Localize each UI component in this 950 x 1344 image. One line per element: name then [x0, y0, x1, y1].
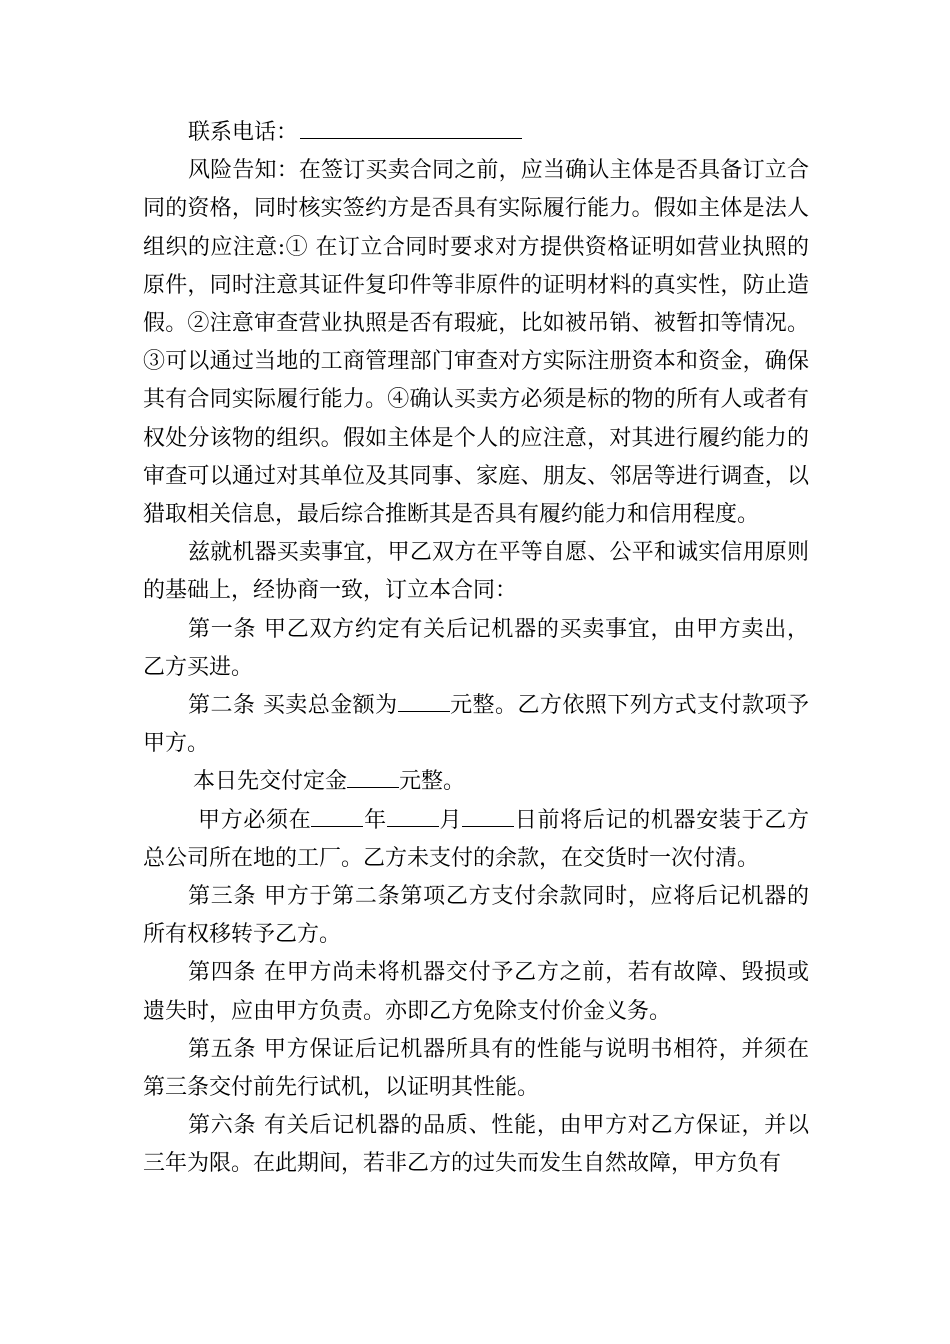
article-1-paragraph: 第一条 甲乙双方约定有关后记机器的买卖事宜，由甲方卖出，乙方买进。: [143, 616, 809, 680]
article-4-paragraph: 第四条 在甲方尚未将机器交付予乙方之前，若有故障、毁损或遗失时，应由甲方负责。亦即乙方免除支付价金义务。: [143, 960, 809, 1024]
contact-label: 联系电话：: [188, 120, 299, 145]
article-6-paragraph: 第六条 有关后记机器的品质、性能，由甲方对乙方保证，并以三年为限。在此期间，若非乙方的过失而发生自然故障，甲方负有: [143, 1113, 809, 1177]
risk-notice-paragraph: 风险告知：在签订买卖合同之前，应当确认主体是否具备订立合同的资格，同时核实签约方是否具有实际履行能力。假如主体是法人组织的应注意:① 在订立合同时要求对方提供资格证明如营业执照的原件，同时注意其证件复印件等非原件的证明材料的真实性，防止造假。②注意审查营业执照是否有瑕疵，比如被吊销、被暂扣等情况。③可以通过当地的工商管理部门审查对方实际注册资本和资金，确保其有合同实际履行能力。④确认买卖方必须是标的物的所有人或者有权处分该物的组织。假如主体是个人的应注意，对其进行履约能力的审查可以通过对其单位及其同事、家庭、朋友、邻居等进行调查，以猎取相关信息，最后综合推断其是否具有履约能力和信用程度。: [143, 158, 809, 528]
install-text-after: 日前将后记的机器安装于乙方总公司所在地的工厂。乙方未支付的余款，在交货时一次付清。: [143, 807, 809, 871]
contact-line: [143, 114, 809, 152]
article-5-paragraph: 第五条 甲方保证后记机器所具有的性能与说明书相符，并须在第三条交付前先行试机，以证明其性能。: [143, 1036, 809, 1101]
preamble-paragraph: 兹就机器买卖事宜，甲乙双方在平等自愿、公平和诚实信用原则的基础上，经协商一致，订立本合同：: [143, 540, 809, 604]
install-text-before: 甲方必须在: [198, 807, 312, 833]
deposit-paragraph: [143, 763, 809, 801]
install-day-blank: [462, 806, 514, 827]
install-year-label: 年: [363, 807, 387, 833]
article-3-paragraph: 第三条 甲方于第二条第项乙方支付余款同时，应将后记机器的所有权移转予乙方。: [143, 884, 809, 948]
deposit-text-after: 元整。: [399, 769, 466, 795]
deposit-amount-blank: [347, 767, 399, 788]
install-month-label: 月: [438, 807, 463, 833]
install-paragraph: [143, 802, 809, 878]
article-2-text-after: 元整。乙方依照下列方式支付款项予甲方。: [143, 693, 809, 757]
deposit-text-before: 本日先交付定金: [193, 769, 348, 795]
install-month-blank: [387, 806, 439, 827]
contract-page: [143, 114, 809, 1184]
article-2-paragraph: [143, 687, 809, 763]
install-year-blank: [311, 806, 363, 827]
article-2-text-before: 第二条 买卖总金额为: [188, 693, 398, 719]
contact-phone-blank: [300, 114, 522, 139]
total-amount-blank: [398, 691, 450, 712]
